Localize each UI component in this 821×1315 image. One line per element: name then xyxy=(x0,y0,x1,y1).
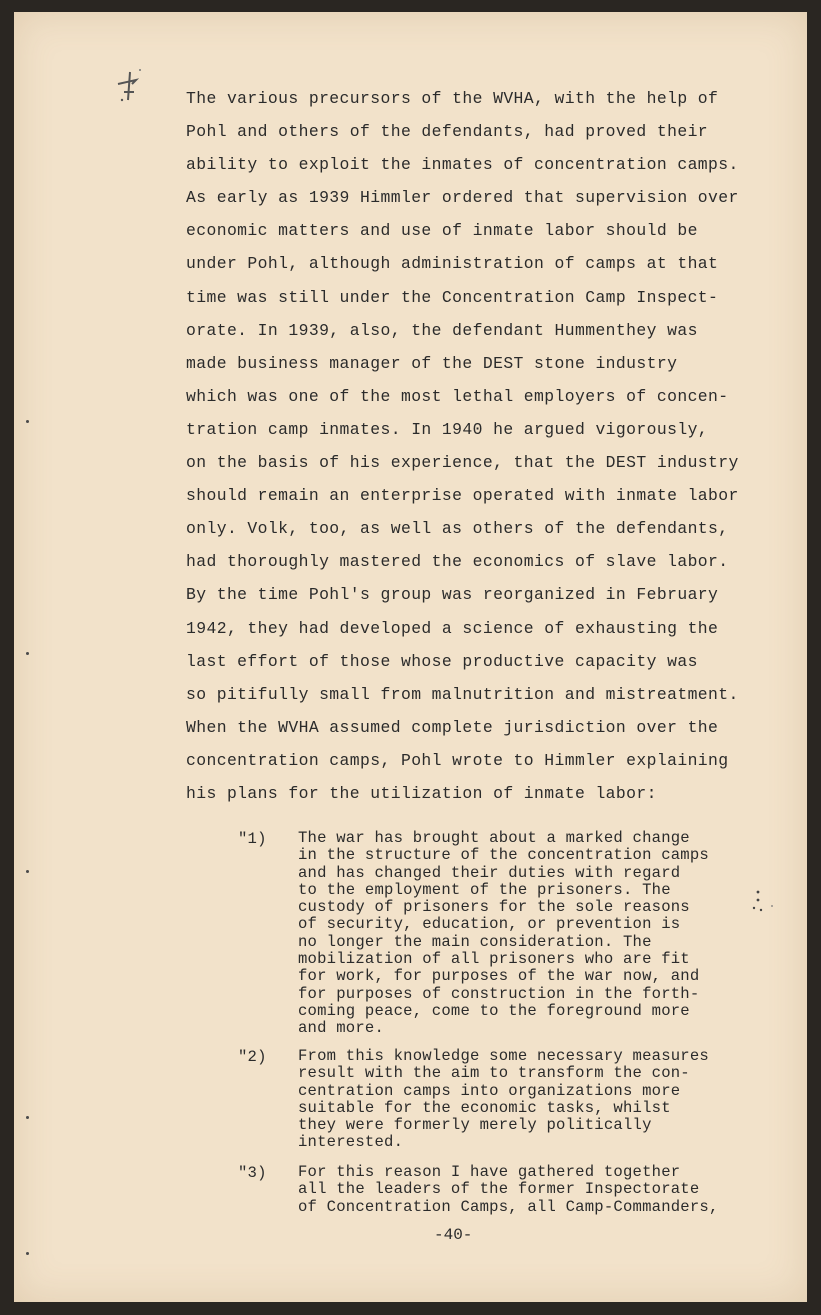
quote-line: custody of prisoners for the sole reasons xyxy=(298,898,690,917)
margin-speck xyxy=(26,652,29,655)
body-line: economic matters and use of inmate labor should be xyxy=(186,221,698,241)
margin-speck xyxy=(26,1252,29,1255)
body-line: his plans for the utilization of inmate labor: xyxy=(186,783,657,803)
quote-line: interested. xyxy=(298,1133,404,1152)
quote-line: mobilization of all prisoners who are fit xyxy=(298,950,690,969)
quote-line: and has changed their duties with regard xyxy=(298,863,681,882)
body-line: had thoroughly mastered the economics of slave labor. xyxy=(186,552,729,572)
body-text xyxy=(186,82,746,810)
body-line: 1942, they had developed a science of exhausting the xyxy=(186,618,719,638)
body-line: tration camp inmates. In 1940 he argued vigorously, xyxy=(186,419,709,439)
body-line: By the time Pohl's group was reorganized in February xyxy=(186,585,719,605)
body-line: made business manager of the DEST stone industry xyxy=(186,353,678,373)
quote-number: "2) xyxy=(238,1048,267,1066)
margin-speck xyxy=(26,870,29,873)
handwritten-mark-icon xyxy=(110,62,150,112)
quote-line: no longer the main consideration. The xyxy=(298,932,652,951)
quote-number: "3) xyxy=(238,1164,267,1182)
body-line: only. Volk, too, as well as others of the defendants, xyxy=(186,519,729,539)
quote-text xyxy=(298,830,709,1038)
body-line: Pohl and others of the defendants, had proved their xyxy=(186,122,709,142)
body-line: concentration camps, Pohl wrote to Himmler explaining xyxy=(186,750,729,770)
body-line: which was one of the most lethal employers of concen- xyxy=(186,386,729,406)
document-page xyxy=(14,12,807,1302)
quote-line: of Concentration Camps, all Camp-Commanders, xyxy=(298,1197,719,1216)
body-line: As early as 1939 Himmler ordered that supervision over xyxy=(186,188,739,208)
margin-speck xyxy=(26,420,29,423)
quote-line: coming peace, come to the foreground more xyxy=(298,1001,690,1020)
body-line: time was still under the Concentration Camp Inspect- xyxy=(186,287,719,307)
margin-speck xyxy=(26,1116,29,1119)
body-line: so pitifully small from malnutrition and mistreatment. xyxy=(186,684,739,704)
quote-line: and more. xyxy=(298,1019,385,1038)
body-line: orate. In 1939, also, the defendant Hummenthey was xyxy=(186,320,698,340)
margin-marks-icon xyxy=(752,888,776,918)
quote-line: From this knowledge some necessary measures xyxy=(298,1047,709,1065)
quote-line: result with the aim to transform the con- xyxy=(298,1064,690,1083)
body-line: last effort of those whose productive capacity was xyxy=(186,651,698,671)
body-line: The various precursors of the WVHA, with the help of xyxy=(186,89,719,108)
quote-line: centration camps into organizations more xyxy=(298,1081,681,1100)
quote-line: they were formerly merely politically xyxy=(298,1116,652,1135)
body-line: ability to exploit the inmates of concentration camps. xyxy=(186,155,739,175)
quote-line: all the leaders of the former Inspectorate xyxy=(298,1180,700,1199)
body-line: should remain an enterprise operated with inmate labor xyxy=(186,486,739,506)
quote-number: "1) xyxy=(238,830,267,848)
body-line: When the WVHA assumed complete jurisdiction over the xyxy=(186,717,719,737)
quote-line: The war has brought about a marked change xyxy=(298,829,690,847)
quote-line: For this reason I have gathered together xyxy=(298,1163,681,1181)
quote-line: in the structure of the concentration camps xyxy=(298,846,709,865)
quote-line: suitable for the economic tasks, whilst xyxy=(298,1098,671,1117)
quote-line: of security, education, or prevention is xyxy=(298,915,681,934)
quote-line: for work, for purposes of the war now, and xyxy=(298,967,700,986)
body-line: on the basis of his experience, that the DEST industry xyxy=(186,453,739,473)
quote-line: for purposes of construction in the forth- xyxy=(298,984,700,1003)
body-line: under Pohl, although administration of camps at that xyxy=(186,254,719,274)
quote-line: to the employment of the prisoners. The xyxy=(298,880,671,899)
quote-text xyxy=(298,1164,719,1216)
quote-text xyxy=(298,1048,709,1152)
page-number: -40- xyxy=(434,1226,473,1244)
